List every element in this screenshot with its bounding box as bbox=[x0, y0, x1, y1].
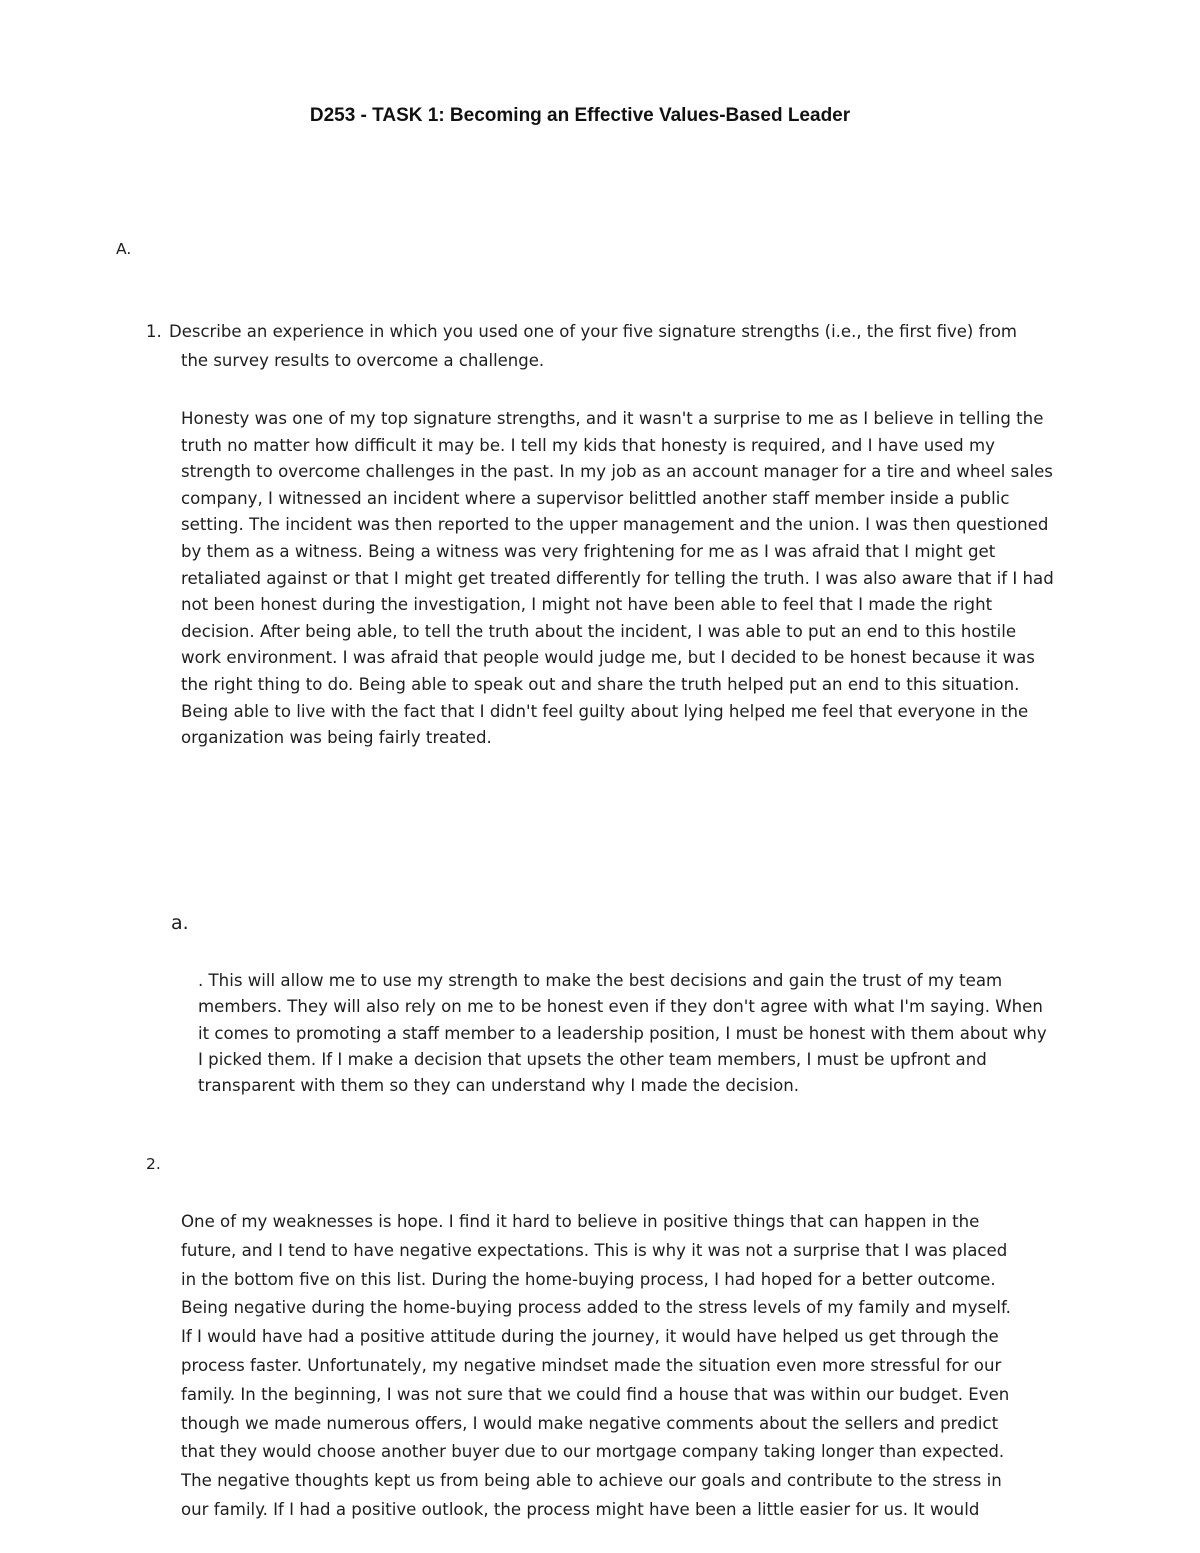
answer-1-line: truth no matter how difficult it may be. I tell my kids that honesty is required, and I have used my bbox=[181, 435, 995, 455]
answer-1a-line: members. They will also rely on me to be honest even if they don't agree with what I'm saying. When bbox=[198, 997, 1043, 1017]
answer-2-line: If I would have had a positive attitude during the journey, it would have helped us get through the bbox=[181, 1327, 999, 1347]
answer-1-line: Honesty was one of my top signature strengths, and it wasn't a surprise to me as I believe in telling the bbox=[181, 409, 1044, 428]
answer-1a-line: transparent with them so they can understand why I made the decision. bbox=[198, 1076, 800, 1096]
answer-1-line: the right thing to do. Being able to speak out and share the truth helped put an end to this situation. bbox=[181, 674, 1020, 694]
answer-2-line: that they would choose another buyer due to our mortgage company taking longer than expected. bbox=[181, 1442, 1005, 1462]
answer-1a-line: I picked them. If I make a decision that upsets the other team members, I must be upfront and bbox=[198, 1049, 987, 1069]
sub-question-a-label: a. bbox=[171, 912, 189, 934]
answer-1-paragraph bbox=[181, 406, 1054, 752]
document-title: D253 - TASK 1: Becoming an Effective Values-Based Leader bbox=[309, 105, 851, 126]
answer-1-line: decision. After being able, to tell the truth about the incident, I was able to put an end to this hostile bbox=[181, 621, 1017, 641]
answer-2-line: One of my weaknesses is hope. I find it hard to believe in positive things that can happen in the bbox=[181, 1212, 980, 1231]
answer-1-line: by them as a witness. Being a witness was very frightening for me as I was afraid that I might get bbox=[181, 541, 996, 561]
answer-1-line: setting. The incident was then reported to the upper management and the union. I was then questioned bbox=[181, 515, 1049, 535]
answer-1-line: Being able to live with the fact that I didn't feel guilty about lying helped me feel that everyone in the bbox=[181, 701, 1029, 721]
answer-1a-paragraph bbox=[198, 968, 1047, 1099]
answer-2-line: Being negative during the home-buying process added to the stress levels of my family and myself. bbox=[181, 1298, 1011, 1318]
answer-2-line: process faster. Unfortunately, my negative mindset made the situation even more stressful for our bbox=[181, 1355, 1002, 1375]
answer-1a-line: it comes to promoting a staff member to a leadership position, I must be honest with them about why bbox=[198, 1023, 1047, 1043]
answer-1-line: retaliated against or that I might get treated differently for telling the truth. I was also aware that if I had bbox=[181, 568, 1054, 588]
answer-2-line: The negative thoughts kept us from being able to achieve our goals and contribute to the stress in bbox=[181, 1471, 1002, 1491]
answer-2-line: in the bottom five on this list. During the home-buying process, I had hoped for a better outcome. bbox=[181, 1269, 996, 1289]
answer-1-line: organization was being fairly treated. bbox=[181, 728, 492, 748]
answer-2-line: family. In the beginning, I was not sure that we could find a house that was within our budget. Even bbox=[181, 1384, 1010, 1404]
answer-2-paragraph bbox=[181, 1208, 1011, 1525]
question-2-label: 2. bbox=[146, 1155, 161, 1173]
answer-2-line: future, and I tend to have negative expectations. This is why it was not a surprise that I was placed bbox=[181, 1240, 1008, 1260]
answer-1-line: work environment. I was afraid that people would judge me, but I decided to be honest because it was bbox=[181, 648, 1035, 668]
question-1-text-line-1: Describe an experience in which you used one of your five signature strengths (i.e., the first five) from bbox=[169, 322, 1018, 341]
answer-2-line: our family. If I had a positive outlook, the process might have been a little easier for us. It would bbox=[181, 1499, 980, 1519]
answer-2-line: though we made numerous offers, I would make negative comments about the sellers and predict bbox=[181, 1413, 999, 1433]
answer-1-line: strength to overcome challenges in the past. In my job as an account manager for a tire and wheel sales bbox=[181, 462, 1053, 482]
answer-1-line: company, I witnessed an incident where a supervisor belittled another staff member inside a public bbox=[181, 488, 1010, 508]
answer-1a-line: . This will allow me to use my strength to make the best decisions and gain the trust of my team bbox=[198, 971, 1003, 990]
question-1-text-line-2: the survey results to overcome a challenge. bbox=[181, 351, 545, 370]
section-a-label: A. bbox=[116, 240, 132, 258]
question-1-number: 1. bbox=[146, 322, 162, 341]
answer-1-line: not been honest during the investigation, I might not have been able to feel that I made the right bbox=[181, 595, 993, 615]
